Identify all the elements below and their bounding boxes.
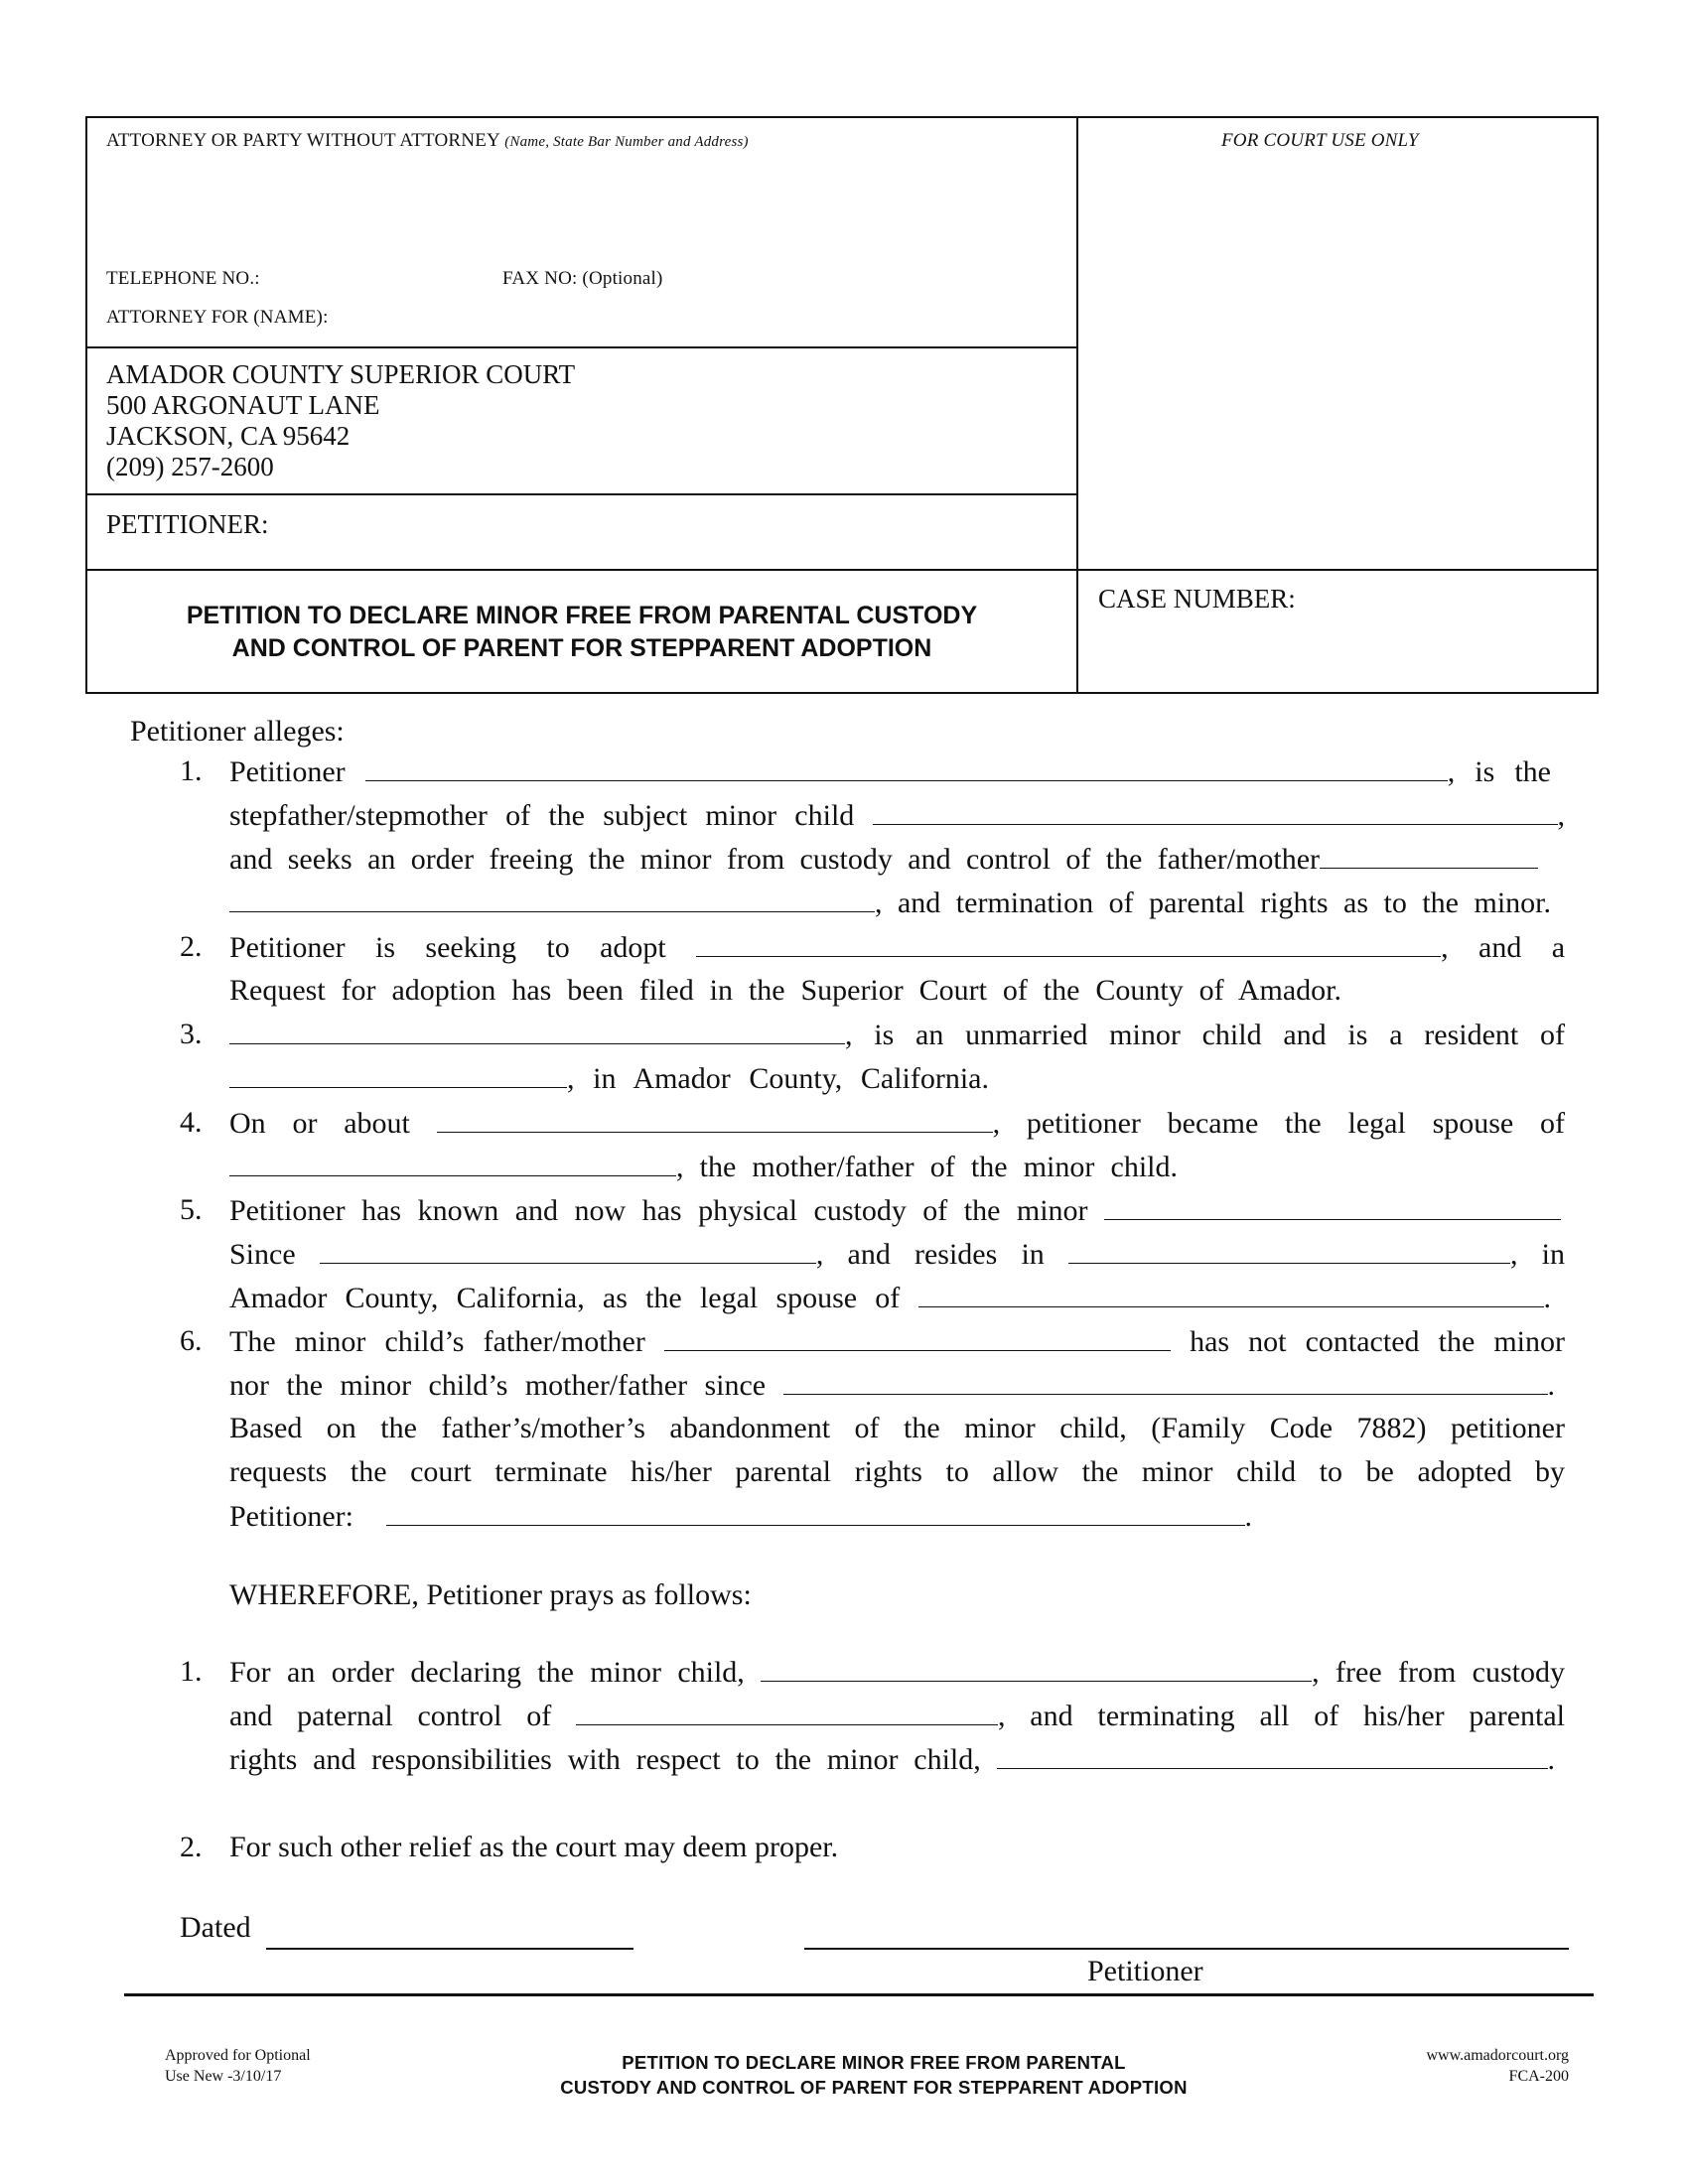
- allegation-5-line1: Petitioner has known and now has physical custody of the minor: [229, 1193, 1561, 1228]
- allegation-6-line4: requests the court terminate his/her parental rights to allow the minor child to be adopted by: [229, 1455, 1565, 1488]
- parent-name-field-b[interactable]: [229, 886, 875, 912]
- custody-minor-field[interactable]: [1104, 1193, 1561, 1220]
- prayer-minor-field-2[interactable]: [997, 1742, 1548, 1769]
- marriage-date-field[interactable]: [437, 1106, 993, 1133]
- petitioner-signature-label: Petitioner: [1087, 1955, 1203, 1987]
- last-contact-date-field[interactable]: [783, 1368, 1548, 1395]
- telephone-label: TELEPHONE NO.:: [106, 268, 260, 289]
- attorney-label: ATTORNEY OR PARTY WITHOUT ATTORNEY (Name, State Bar Number and Address): [106, 130, 749, 151]
- court-use-label: FOR COURT USE ONLY: [1221, 130, 1419, 151]
- allegation-6-line1: The minor child’s father/mother has not contacted the minor: [229, 1325, 1566, 1358]
- website: www.amadorcourt.org: [1426, 2047, 1569, 2064]
- allegation-3-line2: , in Amador County, California.: [229, 1061, 989, 1096]
- petitioner-adopter-field[interactable]: [386, 1499, 1245, 1526]
- court-city: JACKSON, CA 95642: [106, 421, 351, 451]
- court-address: [106, 359, 575, 482]
- approval-note: Approved for Optional Use New -3/10/17: [165, 2047, 311, 2085]
- item-number: 2.: [180, 1831, 203, 1863]
- residence-city-field[interactable]: [229, 1061, 567, 1088]
- attorney-hint: (Name, State Bar Number and Address): [504, 134, 749, 150]
- allegation-2-line1: Petitioner is seeking to adopt , and a: [229, 931, 1566, 964]
- allegation-3-line1: , is an unmarried minor child and is a resident of: [229, 1018, 1565, 1052]
- prayer-minor-field[interactable]: [761, 1655, 1312, 1682]
- item-number: 5.: [180, 1193, 203, 1226]
- footer-right: [1291, 2045, 1569, 2087]
- petitioner-label: PETITIONER:: [106, 509, 269, 539]
- minor-name-field[interactable]: [229, 1018, 845, 1044]
- allegation-5-line2: Since , and resides in , in: [229, 1238, 1565, 1271]
- dated-label: Dated: [180, 1911, 251, 1944]
- custody-since-field[interactable]: [320, 1237, 816, 1264]
- item-number: 1.: [180, 1655, 203, 1688]
- allegation-6-line2: nor the minor child’s mother/father since .: [229, 1369, 1555, 1402]
- court-phone: (209) 257-2600: [106, 452, 274, 481]
- signature-field[interactable]: [804, 1948, 1569, 1950]
- dated-field[interactable]: [266, 1948, 633, 1950]
- allegation-6-line3: Based on the father’s/mother’s abandonment of the minor child, (Family Code 7882) petitioner: [229, 1412, 1565, 1444]
- prayer-parent-field[interactable]: [576, 1699, 998, 1725]
- prayer-1-line1: For an order declaring the minor child, , free from custody: [229, 1656, 1565, 1689]
- allegation-2-line2: Request for adoption has been filed in the Superior Court of the County of Amador.: [229, 974, 1341, 1007]
- prayer-1-line3: rights and responsibilities with respect to the minor child, .: [229, 1743, 1556, 1776]
- footer-title: PETITION TO DECLARE MINOR FREE FROM PARENTAL CUSTODY AND CONTROL OF PARENT FOR STEPPARENT ADOPTION: [560, 2052, 1188, 2098]
- prayer-1-line2: and paternal control of , and terminating all of his/her parental: [229, 1700, 1566, 1732]
- item-number: 6.: [180, 1324, 203, 1357]
- spouse-name-field[interactable]: [229, 1150, 676, 1176]
- item-number: 3.: [180, 1018, 203, 1050]
- parent-name-field-a[interactable]: [1320, 842, 1538, 869]
- allegation-6-line5: Petitioner: .: [229, 1500, 1252, 1533]
- allegation-1-line4: , and termination of parental rights as to the minor.: [229, 886, 1551, 920]
- form-number: FCA-200: [1508, 2068, 1569, 2085]
- footer-rule: [124, 1993, 1594, 1996]
- case-number-label: CASE NUMBER:: [1098, 584, 1296, 614]
- intro: Petitioner alleges:: [130, 715, 345, 748]
- allegation-4-line2: , the mother/father of the minor child.: [229, 1150, 1178, 1184]
- allegation-4-line1: On or about , petitioner became the legal spouse of: [229, 1107, 1565, 1140]
- adoptee-name-field[interactable]: [696, 930, 1441, 957]
- item-number: 2.: [180, 930, 203, 963]
- attorney-for-label: ATTORNEY FOR (NAME):: [106, 307, 329, 328]
- allegation-1-line3: and seeks an order freeing the minor from custody and control of the father/mother: [229, 842, 1538, 877]
- minor-child-name-field[interactable]: [873, 798, 1558, 825]
- fax-label: FAX NO: (Optional): [502, 268, 663, 289]
- allegation-1-line1: Petitioner , is the: [229, 755, 1551, 788]
- court-name: AMADOR COUNTY SUPERIOR COURT: [106, 359, 576, 389]
- item-number: 4.: [180, 1106, 203, 1139]
- resides-in-field[interactable]: [1068, 1237, 1510, 1264]
- allegation-5-line3: Amador County, California, as the legal spouse of .: [229, 1282, 1551, 1314]
- court-street: 500 ARGONAUT LANE: [106, 390, 380, 420]
- item-number: 1.: [180, 754, 203, 787]
- absent-parent-field[interactable]: [664, 1324, 1171, 1351]
- petitioner-name-field[interactable]: [365, 754, 1448, 781]
- prayer-2: For such other relief as the court may deem proper.: [229, 1831, 839, 1863]
- allegation-1-line2: stepfather/stepmother of the subject minor child ,: [229, 799, 1566, 832]
- document-title: PETITION TO DECLARE MINOR FREE FROM PARENTAL CUSTODY AND CONTROL OF PARENT FOR STEPPARENT ADOPTION: [186, 602, 978, 662]
- wherefore-heading: WHEREFORE, Petitioner prays as follows:: [229, 1578, 752, 1611]
- legal-spouse-field[interactable]: [918, 1281, 1544, 1307]
